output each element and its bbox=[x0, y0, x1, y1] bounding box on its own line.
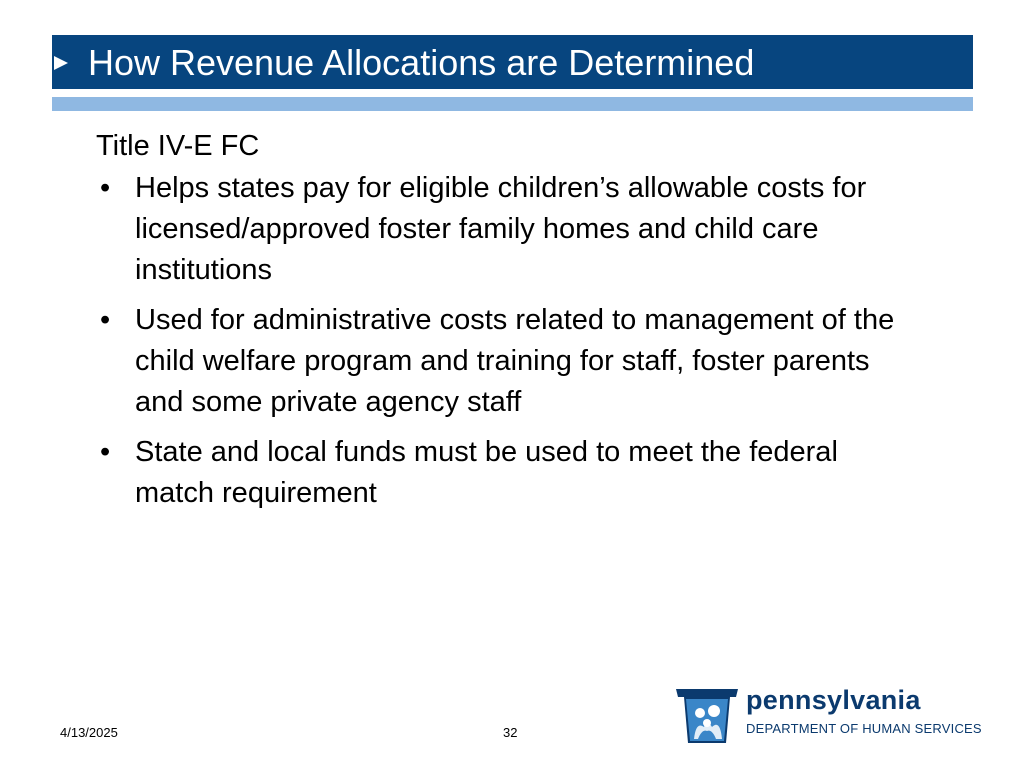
logo-wordmark: pennsylvania bbox=[746, 685, 921, 715]
title-arrow-icon bbox=[54, 56, 68, 70]
title-accent-bar bbox=[52, 97, 973, 111]
bullet-text: Used for administrative costs related to management of the child welfare program and training for staff, foster parents and some private agency staff bbox=[135, 304, 895, 418]
bullet-list bbox=[96, 168, 896, 514]
slide-content bbox=[96, 126, 896, 523]
footer-date: 4/13/2025 bbox=[60, 725, 118, 740]
bullet-text: State and local funds must be used to meet the federal match requirement bbox=[135, 436, 838, 509]
pa-dhs-logo bbox=[674, 683, 982, 745]
slide-title: How Revenue Allocations are Determined bbox=[88, 42, 755, 83]
bullet-icon: • bbox=[100, 172, 111, 204]
keystone-family-icon bbox=[674, 683, 740, 745]
bullet-text: Helps states pay for eligible children’s allowable costs for licensed/approved foster family homes and child care institutions bbox=[135, 172, 867, 286]
section-heading: Title IV-E FC bbox=[96, 130, 260, 162]
bullet-icon: • bbox=[100, 436, 111, 468]
bullet-item bbox=[96, 300, 896, 423]
bullet-icon: • bbox=[100, 304, 111, 336]
bullet-item bbox=[96, 432, 896, 514]
logo-department: DEPARTMENT OF HUMAN SERVICES bbox=[746, 721, 982, 736]
page-number: 32 bbox=[503, 725, 518, 740]
bullet-item bbox=[96, 168, 896, 291]
